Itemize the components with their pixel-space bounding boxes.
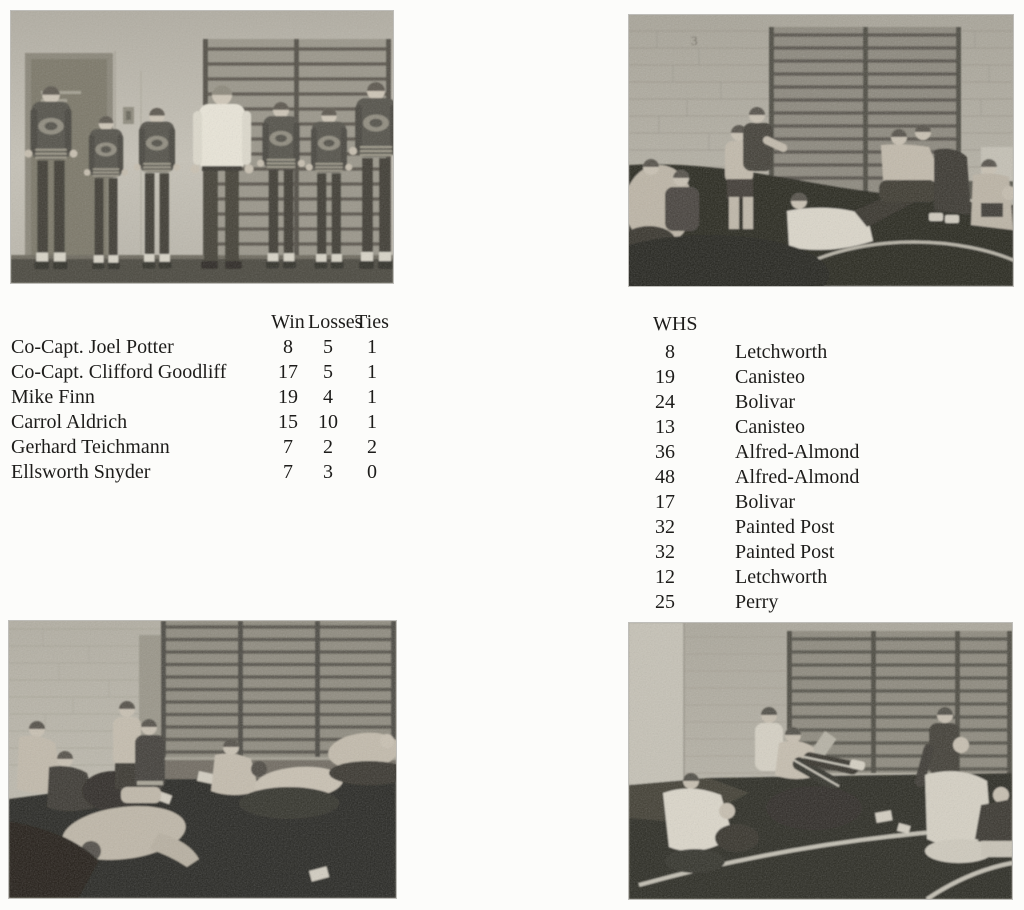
record-row (8, 360, 400, 385)
individual-records-table (8, 310, 400, 485)
opponent-name: Painted Post (735, 541, 835, 563)
team-label: WHS (653, 313, 698, 335)
records-header-row (8, 310, 400, 335)
film-grain (9, 621, 396, 898)
losses-value: 3 (323, 461, 333, 483)
opponent-name: Canisteo (735, 416, 805, 438)
losses-value: 10 (318, 411, 338, 433)
photo-practice-bottom-right (628, 622, 1013, 900)
practice-illustration-3 (629, 623, 1012, 899)
score-row (653, 365, 859, 390)
photo-practice-bottom-left (8, 620, 397, 899)
whs-score: 17 (655, 491, 675, 513)
records-header-name (8, 310, 268, 335)
team-scores-table (653, 312, 859, 615)
opponent-name: Bolivar (735, 491, 795, 513)
whs-score: 25 (655, 591, 675, 613)
score-row (653, 465, 859, 490)
whs-score: 32 (655, 541, 675, 563)
win-value: 17 (278, 361, 298, 383)
record-row (8, 335, 400, 360)
score-row (653, 440, 859, 465)
score-row (653, 565, 859, 590)
wrestler-name: Mike Finn (11, 386, 95, 408)
film-grain (629, 15, 1013, 286)
team-lineup-illustration (11, 11, 393, 283)
score-row (653, 415, 859, 440)
records-header-ties: Ties (355, 311, 389, 333)
film-grain (11, 11, 393, 283)
ties-value: 1 (367, 336, 377, 358)
score-row (653, 590, 859, 615)
opponent-name: Alfred-Almond (735, 466, 860, 488)
losses-value: 4 (323, 386, 333, 408)
photo-team-lineup (10, 10, 394, 284)
film-grain (629, 623, 1012, 899)
practice-illustration-1 (629, 15, 1013, 286)
record-row (8, 460, 400, 485)
record-row (8, 410, 400, 435)
record-row (8, 385, 400, 410)
win-value: 19 (278, 386, 298, 408)
win-value: 15 (278, 411, 298, 433)
score-row (653, 540, 859, 565)
whs-score: 48 (655, 466, 675, 488)
whs-score: 13 (655, 416, 675, 438)
whs-score: 12 (655, 566, 675, 588)
score-row (653, 490, 859, 515)
losses-value: 5 (323, 361, 333, 383)
wrestler-name: Co-Capt. Clifford Goodliff (11, 361, 227, 383)
ties-value: 1 (367, 411, 377, 433)
opponent-name: Alfred-Almond (735, 441, 860, 463)
wrestler-name: Co-Capt. Joel Potter (11, 336, 174, 358)
score-row (653, 390, 859, 415)
record-row (8, 435, 400, 460)
wrestler-name: Ellsworth Snyder (11, 461, 151, 483)
ties-value: 1 (367, 361, 377, 383)
photo-practice-top-right (628, 14, 1014, 287)
records-header-losses: Losses (308, 311, 363, 333)
wall-number: 3 (691, 33, 698, 48)
whs-score: 19 (655, 366, 675, 388)
score-row (653, 340, 859, 365)
opponent-name: Canisteo (735, 366, 805, 388)
whs-score: 32 (655, 516, 675, 538)
whs-score: 36 (655, 441, 675, 463)
win-value: 7 (283, 436, 293, 458)
opponent-name: Letchworth (735, 566, 828, 588)
practice-illustration-2 (9, 621, 396, 898)
opponent-name: Bolivar (735, 391, 795, 413)
win-value: 7 (283, 461, 293, 483)
win-value: 8 (283, 336, 293, 358)
score-row (653, 515, 859, 540)
losses-value: 2 (323, 436, 333, 458)
opponent-name: Perry (735, 591, 779, 613)
wrestler-name: Gerhard Teichmann (11, 436, 170, 458)
whs-score: 24 (655, 391, 675, 413)
wrestler-name: Carrol Aldrich (11, 411, 128, 433)
opponent-name: Letchworth (735, 341, 828, 363)
ties-value: 0 (367, 461, 377, 483)
opponent-name: Painted Post (735, 516, 835, 538)
ties-value: 2 (367, 436, 377, 458)
records-header-win: Win (271, 311, 305, 333)
whs-score: 8 (665, 341, 675, 363)
ties-value: 1 (367, 386, 377, 408)
losses-value: 5 (323, 336, 333, 358)
